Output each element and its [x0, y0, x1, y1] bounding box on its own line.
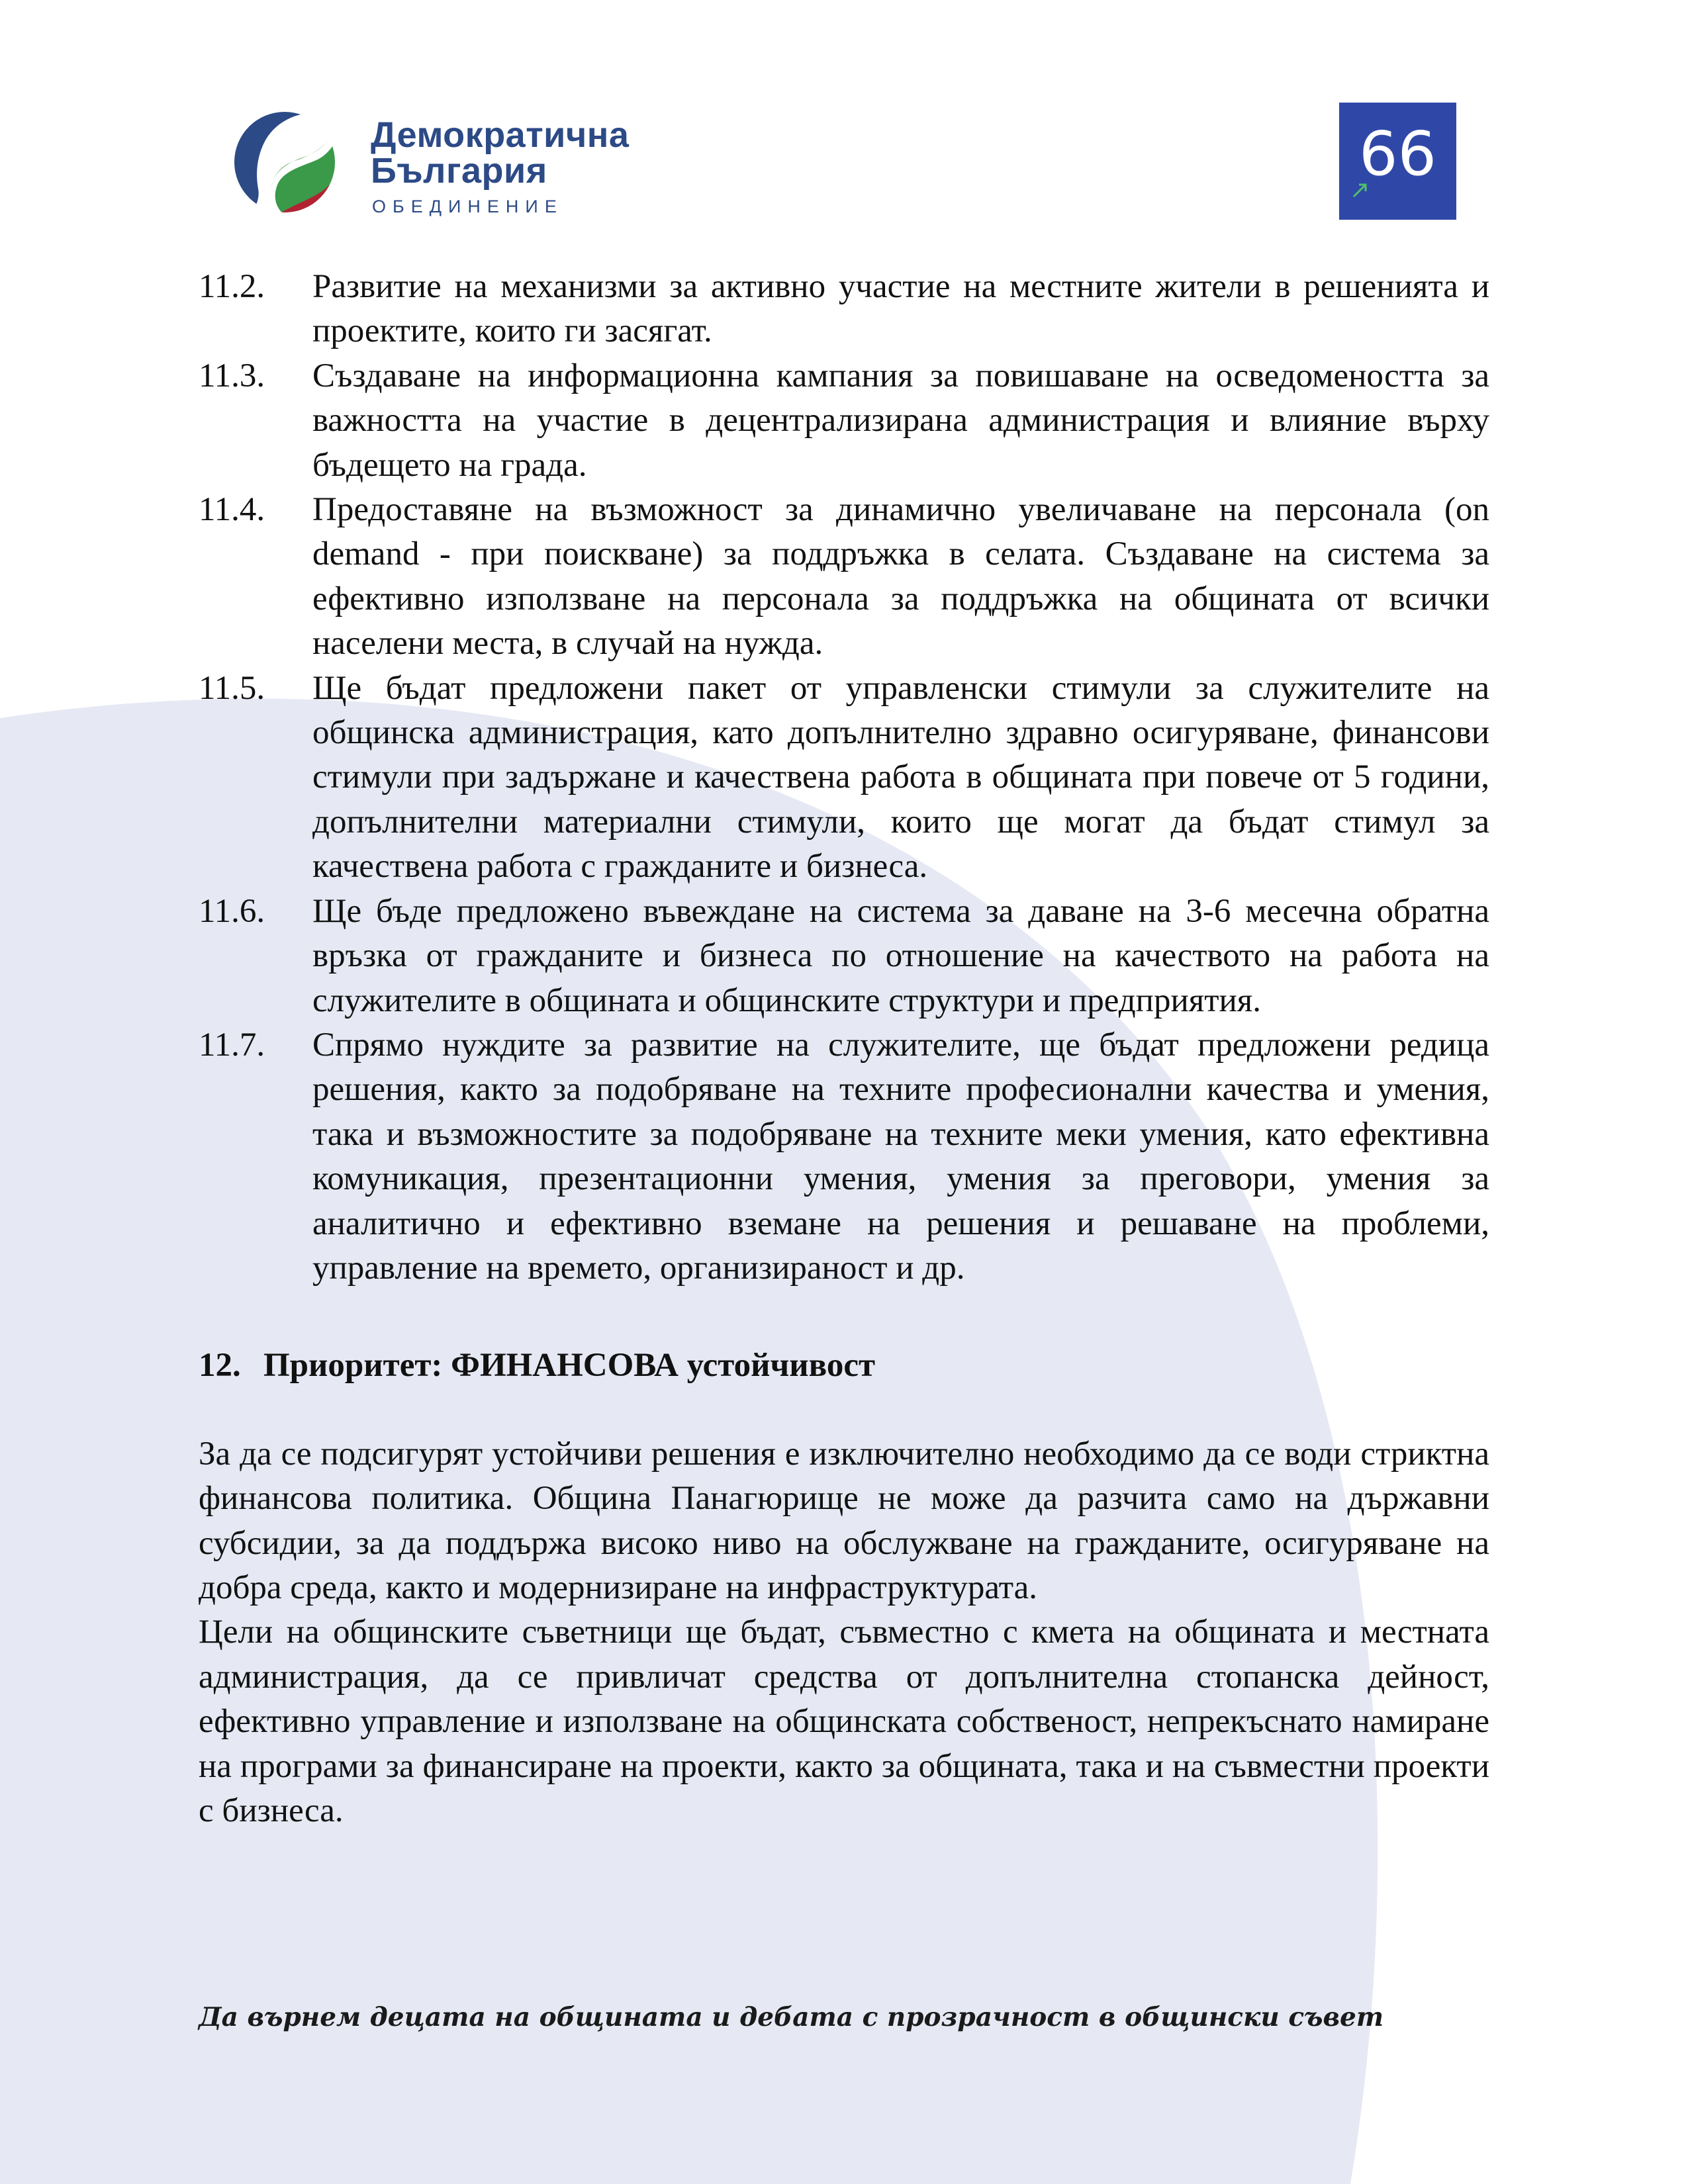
list-item — [199, 354, 1489, 488]
list-item — [199, 1023, 1489, 1291]
list-item-text: Ще бъдат предложени пакет от управленски стимули за служителите на общинска администрация, като допълнително здравно осигуряване, финансови стимули при задържане и качествена работа в общината при повече от 5 години, допълнителни материални стимули, които ще могат да бъдат стимул за качествена работа с гражданите и бизнеса. — [312, 669, 1489, 886]
footer-slogan: Да върнем децата на общината и дебата с прозрачност в общински съвет — [199, 2002, 1384, 2032]
list-item-text: Създаване на информационна кампания за повишаване на осведомеността за важността на участие в децентрализирана администрация и влияние върху бъдещето на града. — [312, 357, 1489, 484]
list-item — [199, 265, 1489, 354]
list-item-text: Развитие на механизми за активно участие на местните жители в решенията и проектите, които ги засягат. — [312, 268, 1489, 350]
list-item-number: 11.3. — [199, 357, 265, 394]
section-heading — [199, 1343, 1489, 1388]
list-item-number: 11.6. — [199, 892, 265, 930]
page-number: 66 — [1358, 118, 1437, 189]
section-paragraph: Цели на общинските съветници ще бъдат, съвместно с кмета на общината и местната администрация, да се привличат средства от допълнителна стопанска дейност, ефективно управление и използване на общинската собственост, непрекъснато намиране на програми за финансиране на проекти, както за общината, така и на съвместни проекти с бизнеса. — [199, 1614, 1489, 1829]
list-item-number: 11.7. — [199, 1026, 265, 1064]
list-item-text: Ще бъде предложено въвеждане на система за даване на 3-6 месечна обратна връзка от гражданите и бизнеса по отношение на качеството на работа на служителите в общината и общинските структури и предприятия. — [312, 892, 1489, 1019]
logo-subtitle: ОБЕДИНЕНИЕ — [372, 197, 563, 216]
list-item — [199, 488, 1489, 666]
party-logo — [232, 109, 708, 222]
page-number-badge — [1339, 103, 1456, 220]
list-item-number: 11.2. — [199, 268, 265, 305]
list-item-number: 11.4. — [199, 491, 265, 529]
logo-text-line2: България — [371, 151, 547, 191]
list-item-number: 11.5. — [199, 669, 265, 707]
section-paragraph: За да се подсигурят устойчиви решения е изключително необходимо да се води стриктна финансова политика. Община Панагюрище не може да разчита само на държавни субсидии, за да поддържа високо ниво на обслужване на гражданите, осигуряване на добра среда, както и модернизиране на инфраструктурата. — [199, 1435, 1489, 1606]
democratic-bulgaria-logo-icon — [232, 109, 338, 215]
logo-text-line1: Демократична — [371, 115, 630, 155]
list-item — [199, 666, 1489, 889]
page-content — [199, 265, 1489, 1833]
list-item-text: Предоставяне на възможност за динамично увеличаване на персонала (on demand - при поискване) за поддръжка в селата. Създаване на система за ефективно използване на персонала за поддръжка на общината от всички населени места, в случай на нужда. — [312, 491, 1489, 662]
section-number: 12. — [199, 1347, 241, 1385]
section-title: Приоритет: ФИНАНСОВА устойчивост — [263, 1347, 876, 1385]
list-item-text: Спрямо нуждите за развитие на служителите, ще бъдат предложени редица решения, както за подобряване на техните професионални качества и умения, така и възможностите за подобряване на техните меки умения, като ефективна комуникация, презентационни умения, умения за преговори, умения за аналитично и ефективно вземане на решения и решаване на проблеми, управление на времето, организираност и др. — [312, 1026, 1489, 1287]
list-item — [199, 889, 1489, 1023]
arrow-up-right-icon — [1351, 181, 1370, 199]
